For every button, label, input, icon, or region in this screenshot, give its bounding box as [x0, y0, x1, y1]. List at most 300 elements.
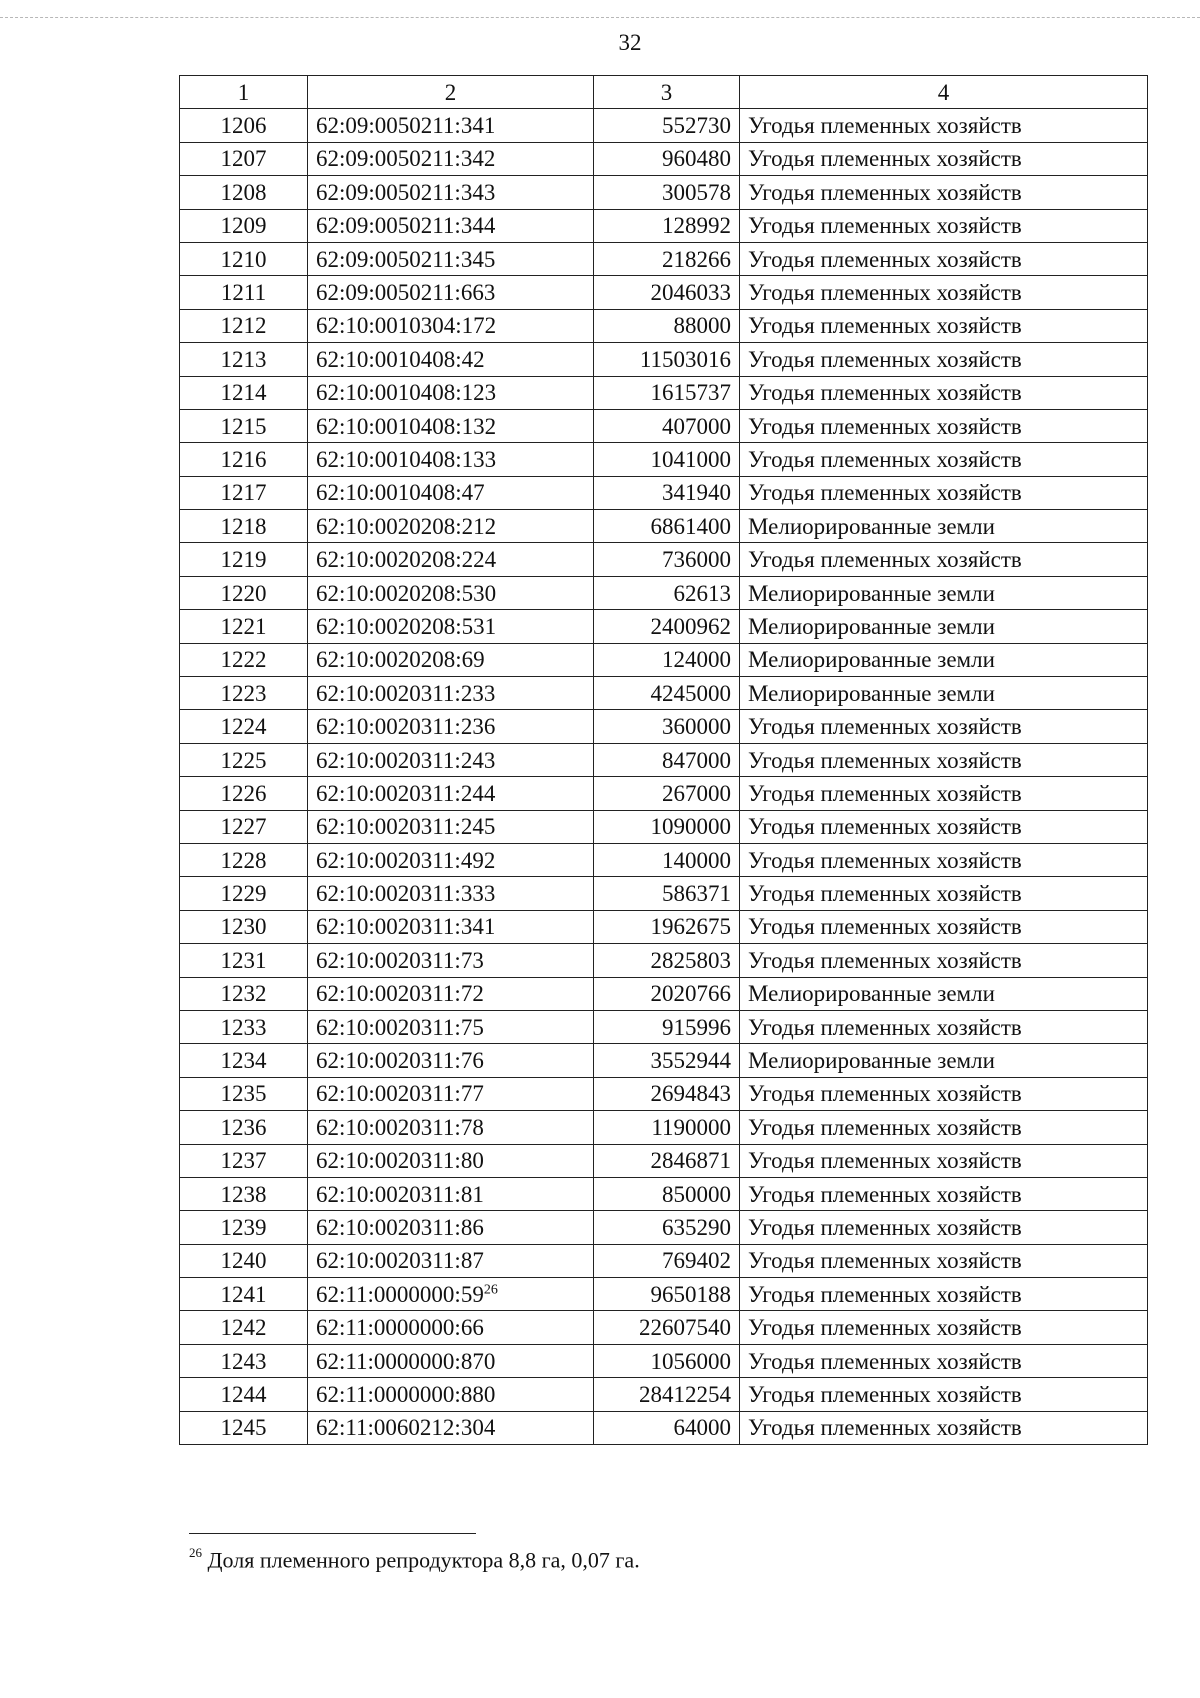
row-number-text: 1231	[220, 947, 267, 973]
land-type-cell	[740, 944, 1148, 977]
land-type-text: Угодья племенных хозяйств	[748, 1214, 1022, 1240]
area-cell	[594, 777, 740, 810]
table-body	[180, 109, 1148, 1445]
table-row	[180, 944, 1148, 977]
cadastral-number-text: 62:09:0050211:344	[316, 213, 496, 239]
row-number-text: 1225	[220, 747, 267, 773]
area-text: 1615737	[650, 380, 731, 406]
cadastral-number-cell	[308, 510, 594, 543]
row-number-cell	[180, 276, 308, 309]
row-number-text: 1228	[220, 847, 267, 873]
row-number-cell	[180, 710, 308, 743]
cadastral-number-text: 62:11:0000000:59	[316, 1281, 484, 1307]
cadastral-number-text: 62:10:0020311:75	[316, 1014, 484, 1040]
cadastral-number-cell	[308, 309, 594, 342]
land-type-cell	[740, 1344, 1148, 1377]
footnote-text: Доля племенного репродуктора 8,8 га, 0,07 га.	[207, 1547, 640, 1573]
cadastral-number-cell	[308, 1077, 594, 1110]
land-type-text: Угодья племенных хозяйств	[748, 1248, 1022, 1274]
land-type-text: Мелиорированные земли	[748, 1048, 995, 1074]
area-text: 341940	[662, 480, 731, 506]
area-text: 769402	[662, 1248, 731, 1274]
row-number-text: 1222	[220, 647, 267, 673]
area-text: 218266	[662, 246, 731, 272]
header-col-2: 2	[308, 76, 594, 109]
row-number-cell	[180, 777, 308, 810]
row-number-text: 1235	[220, 1081, 267, 1107]
row-number-text: 1240	[220, 1248, 267, 1274]
land-type-text: Угодья племенных хозяйств	[748, 1315, 1022, 1341]
table-row	[180, 1278, 1148, 1311]
land-type-text: Угодья племенных хозяйств	[748, 1148, 1022, 1174]
cadastral-number-cell	[308, 710, 594, 743]
land-type-cell	[740, 276, 1148, 309]
area-text: 6861400	[650, 513, 731, 539]
row-number-text: 1241	[220, 1281, 267, 1307]
cadastral-number-cell	[308, 543, 594, 576]
area-text: 267000	[662, 780, 731, 806]
cadastral-number-text: 62:10:0020311:341	[316, 914, 496, 940]
land-type-text: Угодья племенных хозяйств	[748, 1381, 1022, 1407]
area-text: 28412254	[639, 1381, 731, 1407]
area-cell	[594, 1211, 740, 1244]
area-text: 2046033	[650, 280, 731, 306]
area-cell	[594, 910, 740, 943]
area-cell	[594, 1111, 740, 1144]
land-type-cell	[740, 610, 1148, 643]
area-text: 2694843	[650, 1081, 731, 1107]
land-type-cell	[740, 877, 1148, 910]
cadastral-number-cell	[308, 142, 594, 175]
area-cell	[594, 1411, 740, 1444]
land-type-cell	[740, 1010, 1148, 1043]
cadastral-number-cell	[308, 343, 594, 376]
row-number-text: 1209	[220, 213, 267, 239]
cadastral-number-cell	[308, 944, 594, 977]
land-type-cell	[740, 1244, 1148, 1277]
row-number-text: 1214	[220, 380, 267, 406]
cadastral-number-cell	[308, 1378, 594, 1411]
area-cell	[594, 276, 740, 309]
table-row	[180, 643, 1148, 676]
row-number-text: 1239	[220, 1214, 267, 1240]
row-number-cell	[180, 510, 308, 543]
area-cell	[594, 610, 740, 643]
land-type-text: Угодья племенных хозяйств	[748, 380, 1022, 406]
cadastral-number-cell	[308, 409, 594, 442]
table-row	[180, 1311, 1148, 1344]
row-number-text: 1207	[220, 146, 267, 172]
row-number-cell	[180, 409, 308, 442]
area-cell	[594, 1010, 740, 1043]
cadastral-number-text: 62:10:0020311:87	[316, 1248, 484, 1274]
area-cell	[594, 977, 740, 1010]
row-number-text: 1245	[220, 1415, 267, 1441]
area-text: 4245000	[650, 680, 731, 706]
land-type-text: Угодья племенных хозяйств	[748, 1081, 1022, 1107]
area-text: 915996	[662, 1014, 731, 1040]
land-type-cell	[740, 242, 1148, 275]
area-cell	[594, 209, 740, 242]
row-number-text: 1242	[220, 1315, 267, 1341]
area-cell	[594, 376, 740, 409]
land-type-cell	[740, 1378, 1148, 1411]
header-col-3: 3	[594, 76, 740, 109]
land-type-cell	[740, 1311, 1148, 1344]
area-cell	[594, 1311, 740, 1344]
table-row	[180, 1044, 1148, 1077]
cadastral-number-cell	[308, 276, 594, 309]
land-type-cell	[740, 1111, 1148, 1144]
land-type-text: Угодья племенных хозяйств	[748, 280, 1022, 306]
table-row	[180, 677, 1148, 710]
cadastral-number-cell	[308, 1344, 594, 1377]
land-type-cell	[740, 142, 1148, 175]
area-text: 300578	[662, 179, 731, 205]
table-row	[180, 1344, 1148, 1377]
row-number-text: 1227	[220, 814, 267, 840]
land-type-text: Угодья племенных хозяйств	[748, 747, 1022, 773]
area-cell	[594, 1077, 740, 1110]
land-type-cell	[740, 376, 1148, 409]
area-text: 1962675	[650, 914, 731, 940]
table-row	[180, 376, 1148, 409]
area-cell	[594, 1144, 740, 1177]
area-text: 124000	[662, 647, 731, 673]
cadastral-number-text: 62:11:0000000:66	[316, 1315, 484, 1341]
land-type-text: Угодья племенных хозяйств	[748, 213, 1022, 239]
row-number-text: 1232	[220, 981, 267, 1007]
row-number-cell	[180, 877, 308, 910]
land-type-text: Угодья племенных хозяйств	[748, 1014, 1022, 1040]
row-number-text: 1211	[220, 280, 267, 306]
table-row	[180, 1411, 1148, 1444]
area-text: 11503016	[639, 346, 731, 372]
cadastral-number-cell	[308, 810, 594, 843]
cadastral-number-cell	[308, 843, 594, 876]
row-number-cell	[180, 944, 308, 977]
land-type-cell	[740, 710, 1148, 743]
row-number-text: 1233	[220, 1014, 267, 1040]
area-cell	[594, 944, 740, 977]
area-cell	[594, 309, 740, 342]
cadastral-number-cell	[308, 1411, 594, 1444]
area-text: 9650188	[650, 1281, 731, 1307]
area-text: 1190000	[651, 1114, 731, 1140]
land-type-text: Угодья племенных хозяйств	[748, 446, 1022, 472]
cadastral-number-text: 62:10:0020311:243	[316, 747, 496, 773]
area-text: 586371	[662, 881, 731, 907]
land-type-cell	[740, 977, 1148, 1010]
cadastral-number-text: 62:10:0020311:77	[316, 1081, 484, 1107]
table-row	[180, 543, 1148, 576]
land-type-text: Мелиорированные земли	[748, 613, 995, 639]
cadastral-number-text: 62:10:0020311:78	[316, 1114, 484, 1140]
land-type-cell	[740, 109, 1148, 142]
land-type-cell	[740, 1211, 1148, 1244]
table-row	[180, 1211, 1148, 1244]
table-row	[180, 276, 1148, 309]
cadastral-number-cell	[308, 677, 594, 710]
cadastral-number-text: 62:10:0020208:212	[316, 513, 497, 539]
cadastral-number-cell	[308, 877, 594, 910]
cadastral-number-text: 62:10:0020208:531	[316, 613, 497, 639]
land-type-cell	[740, 176, 1148, 209]
land-type-cell	[740, 1411, 1148, 1444]
land-type-text: Угодья племенных хозяйств	[748, 1181, 1022, 1207]
cadastral-number-text: 62:09:0050211:663	[316, 280, 496, 306]
row-number-cell	[180, 910, 308, 943]
area-text: 22607540	[639, 1315, 731, 1341]
land-type-text: Мелиорированные земли	[748, 647, 995, 673]
area-cell	[594, 677, 740, 710]
row-number-text: 1224	[220, 714, 267, 740]
land-type-text: Угодья племенных хозяйств	[748, 881, 1022, 907]
cadastral-number-text: 62:10:0020311:81	[316, 1181, 484, 1207]
table-row	[180, 777, 1148, 810]
row-number-text: 1236	[220, 1114, 267, 1140]
row-number-text: 1238	[220, 1181, 267, 1207]
area-text: 850000	[662, 1181, 731, 1207]
area-cell	[594, 643, 740, 676]
row-number-text: 1215	[220, 413, 267, 439]
footnote	[189, 1547, 640, 1573]
land-type-cell	[740, 1144, 1148, 1177]
land-type-text: Угодья племенных хозяйств	[748, 1348, 1022, 1374]
land-type-text: Мелиорированные земли	[748, 513, 995, 539]
land-type-text: Угодья племенных хозяйств	[748, 1415, 1022, 1441]
cadastral-number-cell	[308, 576, 594, 609]
row-number-cell	[180, 1278, 308, 1311]
table-row	[180, 1010, 1148, 1043]
row-number-cell	[180, 1111, 308, 1144]
cadastral-number-cell	[308, 209, 594, 242]
cadastral-number-cell	[308, 242, 594, 275]
area-cell	[594, 1278, 740, 1311]
row-number-cell	[180, 309, 308, 342]
land-type-cell	[740, 843, 1148, 876]
cadastral-number-text: 62:10:0020311:333	[316, 881, 496, 907]
area-text: 128992	[662, 213, 731, 239]
row-number-cell	[180, 1244, 308, 1277]
land-type-cell	[740, 510, 1148, 543]
area-cell	[594, 1044, 740, 1077]
land-type-text: Угодья племенных хозяйств	[748, 313, 1022, 339]
cadastral-number-cell	[308, 1177, 594, 1210]
cadastral-number-cell	[308, 1111, 594, 1144]
row-number-cell	[180, 977, 308, 1010]
cadastral-number-text: 62:10:0020311:86	[316, 1214, 484, 1240]
land-type-cell	[740, 1044, 1148, 1077]
land-parcels-table	[179, 75, 1148, 1445]
row-number-text: 1220	[220, 580, 267, 606]
land-type-cell	[740, 409, 1148, 442]
cadastral-number-cell	[308, 643, 594, 676]
area-cell	[594, 1244, 740, 1277]
cadastral-number-cell	[308, 777, 594, 810]
land-type-text: Угодья племенных хозяйств	[748, 947, 1022, 973]
cadastral-number-text: 62:10:0020208:224	[316, 547, 497, 573]
area-text: 2020766	[650, 981, 731, 1007]
row-number-cell	[180, 1378, 308, 1411]
cadastral-number-cell	[308, 1311, 594, 1344]
cadastral-number-text: 62:09:0050211:343	[316, 179, 496, 205]
table-row	[180, 1378, 1148, 1411]
area-text: 2846871	[650, 1148, 731, 1174]
cadastral-number-text: 62:11:0000000:870	[316, 1348, 496, 1374]
row-number-text: 1244	[220, 1381, 267, 1407]
row-number-cell	[180, 1311, 308, 1344]
row-number-cell	[180, 142, 308, 175]
cadastral-number-text: 62:10:0010408:133	[316, 446, 497, 472]
land-type-cell	[740, 1177, 1148, 1210]
table-row	[180, 710, 1148, 743]
table-row	[180, 877, 1148, 910]
area-cell	[594, 343, 740, 376]
cadastral-number-cell	[308, 743, 594, 776]
row-number-text: 1217	[220, 480, 267, 506]
land-type-text: Угодья племенных хозяйств	[748, 847, 1022, 873]
area-text: 960480	[662, 146, 731, 172]
area-cell	[594, 843, 740, 876]
area-cell	[594, 810, 740, 843]
cadastral-number-text: 62:10:0020311:72	[316, 981, 484, 1007]
cadastral-number-text: 62:10:0020311:80	[316, 1148, 484, 1174]
area-cell	[594, 1378, 740, 1411]
cadastral-number-cell	[308, 176, 594, 209]
table-row	[180, 142, 1148, 175]
land-type-text: Угодья племенных хозяйств	[748, 480, 1022, 506]
area-text: 736000	[662, 547, 731, 573]
area-text: 552730	[662, 113, 731, 139]
row-number-cell	[180, 1411, 308, 1444]
land-type-text: Угодья племенных хозяйств	[748, 146, 1022, 172]
row-number-text: 1221	[220, 613, 267, 639]
row-number-cell	[180, 1177, 308, 1210]
cadastral-number-cell	[308, 376, 594, 409]
table-row	[180, 1111, 1148, 1144]
cadastral-number-text: 62:10:0010408:42	[316, 346, 485, 372]
table-row	[180, 743, 1148, 776]
cadastral-number-text: 62:10:0020311:76	[316, 1048, 484, 1074]
land-type-text: Угодья племенных хозяйств	[748, 547, 1022, 573]
area-text: 62613	[673, 580, 731, 606]
cadastral-number-cell	[308, 1244, 594, 1277]
area-cell	[594, 543, 740, 576]
area-cell	[594, 109, 740, 142]
land-type-cell	[740, 576, 1148, 609]
area-text: 2825803	[650, 947, 731, 973]
row-number-text: 1229	[220, 881, 267, 907]
area-text: 407000	[662, 413, 731, 439]
cadastral-number-text: 62:10:0020208:69	[316, 647, 485, 673]
row-number-cell	[180, 810, 308, 843]
row-number-cell	[180, 1144, 308, 1177]
row-number-text: 1206	[220, 113, 267, 139]
table-row	[180, 977, 1148, 1010]
table-row	[180, 109, 1148, 142]
row-number-cell	[180, 343, 308, 376]
cadastral-number-cell	[308, 1144, 594, 1177]
land-type-cell	[740, 476, 1148, 509]
cadastral-number-text: 62:09:0050211:341	[316, 113, 496, 139]
land-type-text: Угодья племенных хозяйств	[748, 914, 1022, 940]
area-text: 64000	[673, 1415, 731, 1441]
row-number-cell	[180, 610, 308, 643]
land-type-text: Угодья племенных хозяйств	[748, 413, 1022, 439]
row-number-cell	[180, 1211, 308, 1244]
scan-artifact-line	[0, 17, 1200, 18]
land-type-cell	[740, 309, 1148, 342]
area-text: 2400962	[650, 613, 731, 639]
land-type-cell	[740, 543, 1148, 576]
land-type-cell	[740, 643, 1148, 676]
land-type-cell	[740, 677, 1148, 710]
area-cell	[594, 476, 740, 509]
land-parcels-table-wrap	[179, 75, 1148, 1445]
table-row	[180, 242, 1148, 275]
cadastral-number-text: 62:10:0010408:123	[316, 380, 497, 406]
footnote-divider	[189, 1533, 476, 1534]
row-number-text: 1213	[220, 346, 267, 372]
row-number-cell	[180, 176, 308, 209]
area-text: 1056000	[650, 1348, 731, 1374]
land-type-cell	[740, 343, 1148, 376]
row-number-cell	[180, 743, 308, 776]
area-cell	[594, 1177, 740, 1210]
table-row	[180, 1177, 1148, 1210]
land-type-text: Угодья племенных хозяйств	[748, 179, 1022, 205]
cadastral-number-cell	[308, 610, 594, 643]
land-type-cell	[740, 443, 1148, 476]
row-number-text: 1223	[220, 680, 267, 706]
row-number-cell	[180, 677, 308, 710]
table-row	[180, 209, 1148, 242]
land-type-text: Мелиорированные земли	[748, 680, 995, 706]
area-cell	[594, 409, 740, 442]
row-number-text: 1234	[220, 1048, 267, 1074]
table-row	[180, 510, 1148, 543]
cadastral-number-text: 62:11:0060212:304	[316, 1415, 496, 1441]
land-type-cell	[740, 209, 1148, 242]
row-number-cell	[180, 1044, 308, 1077]
land-type-text: Мелиорированные земли	[748, 981, 995, 1007]
row-number-cell	[180, 1344, 308, 1377]
row-number-cell	[180, 443, 308, 476]
row-number-cell	[180, 476, 308, 509]
table-header-row	[180, 76, 1148, 109]
land-type-cell	[740, 743, 1148, 776]
row-number-text: 1216	[220, 446, 267, 472]
row-number-cell	[180, 1077, 308, 1110]
cadastral-number-cell	[308, 1211, 594, 1244]
land-type-text: Угодья племенных хозяйств	[748, 113, 1022, 139]
table-row	[180, 1077, 1148, 1110]
row-number-text: 1210	[220, 246, 267, 272]
table-row	[180, 610, 1148, 643]
area-text: 140000	[662, 847, 731, 873]
cadastral-number-text: 62:10:0010408:132	[316, 413, 497, 439]
area-text: 3552944	[650, 1048, 731, 1074]
table-row	[180, 409, 1148, 442]
row-number-cell	[180, 376, 308, 409]
row-number-cell	[180, 242, 308, 275]
area-cell	[594, 1344, 740, 1377]
cadastral-number-cell	[308, 910, 594, 943]
cadastral-number-text: 62:10:0020311:73	[316, 947, 484, 973]
land-type-text: Угодья племенных хозяйств	[748, 1281, 1022, 1307]
cadastral-number-cell	[308, 1044, 594, 1077]
